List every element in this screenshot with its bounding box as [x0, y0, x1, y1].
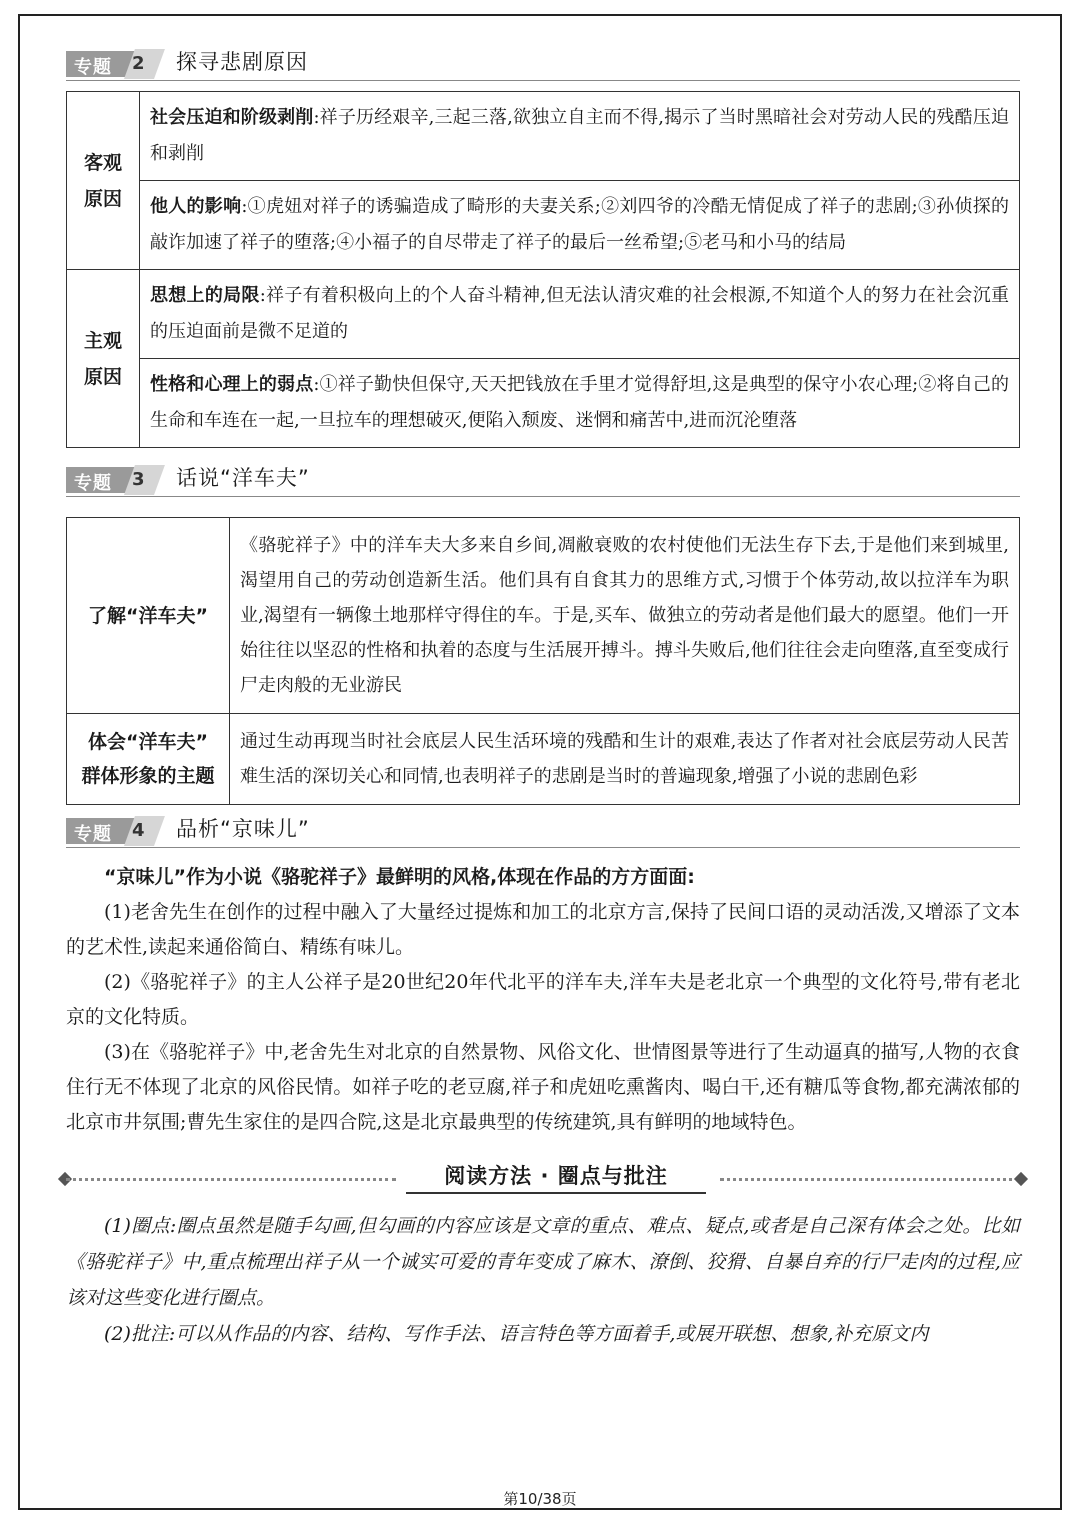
topic2-number: 2	[132, 53, 145, 74]
table-row	[67, 518, 1020, 714]
table-row	[67, 270, 1020, 359]
rickshaw-table	[66, 517, 1020, 805]
topic4-badge-label: 专题	[74, 824, 112, 845]
social-oppression-cell	[140, 92, 1020, 181]
topic2-header	[66, 46, 1020, 81]
label-line: 体会“洋车夫”	[88, 731, 208, 753]
topic3-title: 话说“洋车夫”	[176, 466, 310, 490]
rickshaw-theme-text: 通过生动再现当时社会底层人民生活环境的残酷和生计的艰难,表达了作者对社会底层劳动人民苦难生活的深切关心和同情,也表明祥子的悲剧是当时的普遍现象,增强了小说的悲剧色彩	[230, 714, 1020, 805]
thought-limitation-cell	[140, 270, 1020, 359]
label-line: 客观	[83, 151, 122, 174]
beijing-flavor-intro	[66, 860, 1020, 895]
cell-lead: 他人的影响	[150, 196, 242, 217]
page-number: 第10/38页	[503, 1490, 577, 1508]
causes-table	[66, 91, 1020, 448]
topic4-number: 4	[132, 820, 145, 841]
reading-method-banner	[66, 1158, 1020, 1200]
others-influence-cell	[140, 181, 1020, 270]
dotted-rule	[66, 1178, 396, 1181]
objective-causes-label	[67, 92, 140, 270]
topic2-badge-label: 专题	[74, 57, 112, 78]
beijing-flavor-point-1: (1)老舍先生在创作的过程中融入了大量经过提炼和加工的北京方言,保持了民间口语的灵动活泼,又增添了文本的艺术性,读起来通俗简白、精练有味儿。	[66, 901, 1020, 958]
table-row	[67, 181, 1020, 270]
beijing-flavor-point-2: (2)《骆驼祥子》的主人公祥子是20世纪20年代北平的洋车夫,洋车夫是老北京一个典型的文化符号,带有老北京的文化特质。	[66, 971, 1020, 1028]
cell-lead: 社会压迫和阶级剥削	[150, 107, 314, 128]
page-content	[66, 46, 1020, 1352]
beijing-flavor-point-3: (3)在《骆驼祥子》中,老舍先生对北京的自然景物、风俗文化、世情图景等进行了生动逼真的描写,人物的衣食住行无不体现了北京的风俗民情。如祥子吃的老豆腐,祥子和虎妞吃熏酱肉、喝白干,还有糖瓜等食物,都充满浓郁的北京市井氛围;曹先生家住的是四合院,这是北京最典型的传统建筑,具有鲜明的地域特色。	[66, 1041, 1020, 1133]
method-point-1: (1)圈点:圈点虽然是随手勾画,但勾画的内容应该是文章的重点、难点、疑点,或者是自己深有体会之处。比如《骆驼祥子》中,重点梳理出祥子从一个诚实可爱的青年变成了麻木、潦倒、狡猾、自暴自弃的行尸走肉的过程,应该对这些变化进行圈点。	[66, 1215, 1020, 1309]
cell-lead: 思想上的局限	[150, 285, 260, 306]
title-underline	[406, 1192, 706, 1194]
cell-lead: 性格和心理上的弱点	[150, 374, 314, 395]
cell-text: :①祥子勤快但保守,天天把钱放在手里才觉得舒坦,这是典型的保守小农心理;②将自己的生命和车连在一起,一旦拉车的理想破灭,便陷入颓废、迷惘和痛苦中,进而沉沦堕落	[150, 374, 1010, 431]
method-point-2: (2)批注:可以从作品的内容、结构、写作手法、语言特色等方面着手,或展开联想、想象,补充原文内	[104, 1323, 929, 1345]
label-line: 群体形象的主题	[81, 765, 215, 787]
cell-text: :①虎妞对祥子的诱骗造成了畸形的夫妻关系;②刘四爷的冷酷无情促成了祥子的悲剧;③孙侦探的敲诈加速了祥子的堕落;④小福子的自尽带走了祥子的最后一丝希望;⑤老马和小马的结局	[150, 196, 1009, 253]
topic4-badge	[66, 818, 154, 844]
subjective-causes-label	[67, 270, 140, 448]
topic2-title: 探寻悲剧原因	[176, 50, 308, 74]
topic2-badge	[66, 51, 154, 77]
table-row	[67, 359, 1020, 448]
table-row	[67, 714, 1020, 805]
understand-rickshaw-label: 了解“洋车夫”	[67, 518, 230, 714]
topic4-title: 品析“京味儿”	[176, 817, 310, 841]
topic3-badge-label: 专题	[74, 473, 112, 494]
topic4-header	[66, 813, 1020, 848]
label-line: 原因	[83, 365, 122, 388]
reading-method-title: 阅读方法 · 圈点与批注	[444, 1164, 668, 1188]
label-line: 原因	[83, 187, 122, 210]
label-line: 主观	[83, 329, 122, 352]
topic3-header	[66, 462, 1020, 497]
dotted-rule	[720, 1178, 1020, 1181]
topic3-number: 3	[132, 469, 145, 490]
intro-text: “京味儿”作为小说《骆驼祥子》最鲜明的风格,体现在作品的方方面面:	[104, 866, 695, 888]
topic3-badge	[66, 467, 154, 493]
cell-text: :祥子有着积极向上的个人奋斗精神,但无法认清灾难的社会根源,不知道个人的努力在社会沉重的压迫面前是微不足道的	[150, 285, 1009, 342]
rickshaw-theme-label	[67, 714, 230, 805]
character-weakness-cell	[140, 359, 1020, 448]
table-row	[67, 92, 1020, 181]
cell-text: :祥子历经艰辛,三起三落,欲独立自主而不得,揭示了当时黑暗社会对劳动人民的残酷压迫和剥削	[150, 107, 1010, 164]
understand-rickshaw-text: 《骆驼祥子》中的洋车夫大多来自乡间,凋敝衰败的农村使他们无法生存下去,于是他们来到城里,渴望用自己的劳动创造新生活。他们具有自食其力的思维方式,习惯于个体劳动,故以拉洋车为职业,渴望有一辆像土地那样守得住的车。于是,买车、做独立的劳动者是他们最大的愿望。他们一开始往往以坚忍的性格和执着的态度与生活展开搏斗。搏斗失败后,他们往往会走向堕落,直至变成行尸走肉般的无业游民	[230, 518, 1020, 714]
